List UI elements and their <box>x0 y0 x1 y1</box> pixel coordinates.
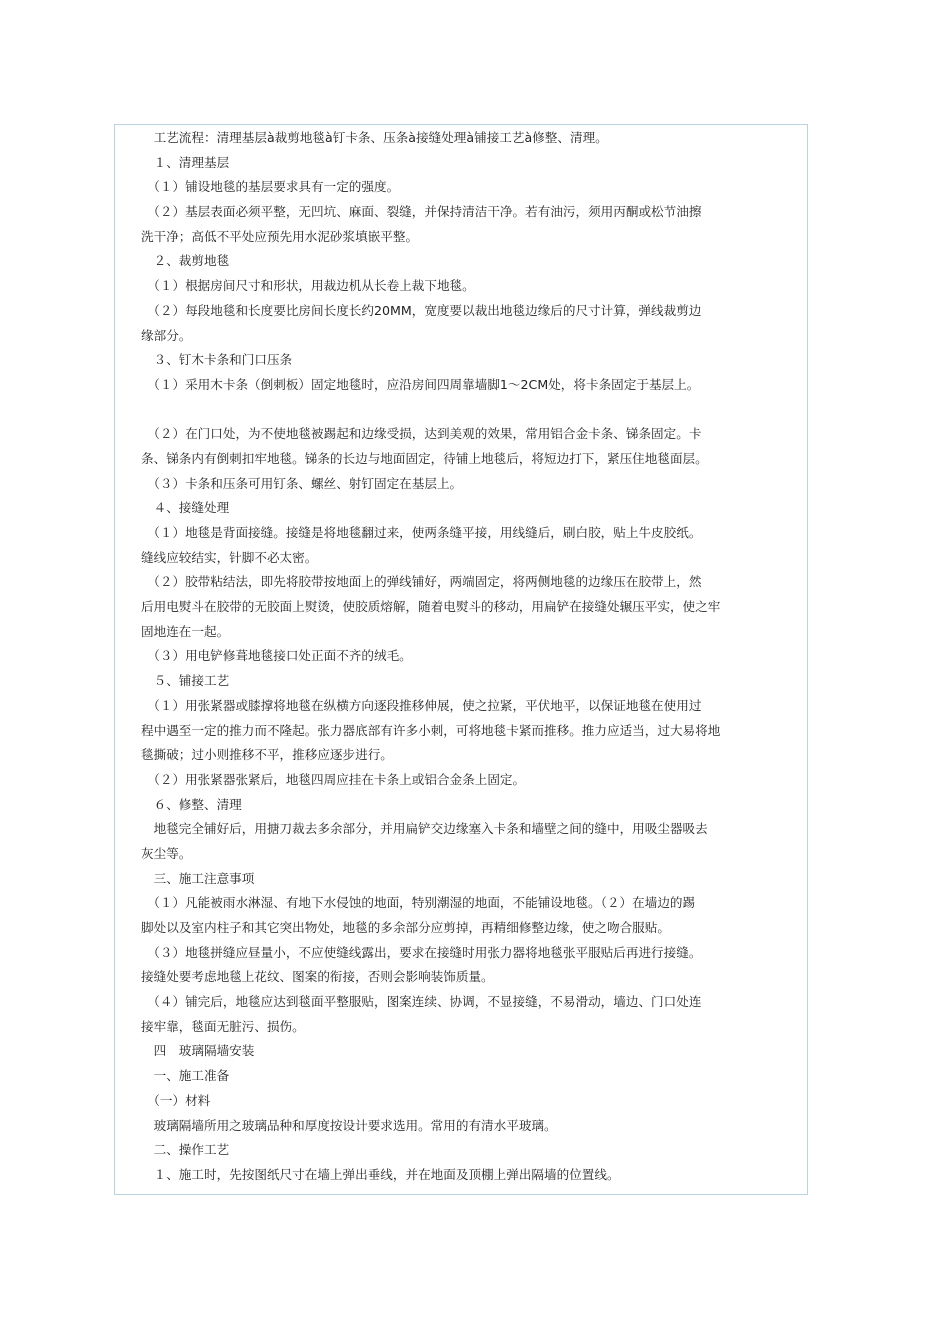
text-line: （３）地毯拼缝应昼量小，不应使缝线露出，要求在接缝时用张力器将地毯张平服贴后再进行接缝。 <box>141 944 702 960</box>
text-line: 接牢靠，毯面无脏污、损伤。 <box>141 1018 305 1034</box>
text-line: 玻璃隔墙所用之玻璃品种和厚度按设计要求选用。常用的有清水平玻璃。 <box>141 1117 557 1133</box>
text-line: １、清理基层 <box>141 154 230 170</box>
text-line: ４、接缝处理 <box>141 500 230 516</box>
text-line: （３）用电铲修葺地毯接口处正面不齐的绒毛。 <box>141 648 412 664</box>
text-line: （１）用张紧器或膝撑将地毯在纵横方向逐段推移伸展，使之拉紧，平伏地平，以保证地毯在使用过 <box>141 697 702 713</box>
text-line: （１）凡能被雨水淋湿、有地下水侵蚀的地面，特别潮湿的地面，不能铺设地毯。（２）在墙边的踢 <box>141 895 696 911</box>
text-line: 脚处以及室内柱子和其它突出物处，地毯的多余部分应剪掉，再精细修整边缘，使之吻合服贴。 <box>141 920 670 935</box>
text-line: 后用电熨斗在胶带的无胶面上熨烫，使胶质熔解，随着电熨斗的移动，用扁铲在接缝处辗压平实，使之牢 <box>141 599 721 615</box>
text-line: ６、修整、清理 <box>141 796 242 812</box>
text-line: 工艺流程：清理基层à裁剪地毯à钉卡条、压条à接缝处理à铺接工艺à修整、清理。 <box>141 130 608 145</box>
text-line: 洗干净；高低不平处应预先用水泥砂浆填嵌平整。 <box>141 228 419 244</box>
text-line: 二、操作工艺 <box>141 1142 230 1158</box>
text-line: ２、裁剪地毯 <box>141 253 230 269</box>
text-line: （２）胶带粘结法，即先将胶带按地面上的弹线铺好，两端固定，将两侧地毯的边缘压在胶带上，然 <box>141 574 702 590</box>
text-line: （２）用张紧器张紧后，地毯四周应挂在卡条上或铝合金条上固定。 <box>141 771 526 787</box>
text-line: 一、施工准备 <box>141 1068 230 1084</box>
text-line: 四 玻璃隔墙安装 <box>141 1043 255 1059</box>
text-line: （２）在门口处，为不使地毯被踢起和边缘受损，达到美观的效果，常用铝合金卡条、锑条固定。卡 <box>141 426 702 442</box>
text-line: 接缝处要考虑地毯上花纹、图案的衔接，否则会影响装饰质量。 <box>141 969 494 985</box>
text-line: 程中遇至一定的推力而不隆起。张力器底部有许多小刺，可将地毯卡紧而推移。推力应适当，过大易将地 <box>141 722 721 738</box>
text-line: 灰尘等。 <box>141 845 192 861</box>
text-line: 条、锑条内有倒刺扣牢地毯。锑条的长边与地面固定，待铺上地毯后，将短边打下，紧压住地毯面层。 <box>141 450 708 466</box>
text-line: （４）铺完后，地毯应达到毯面平整服贴，图案连续、协调，不显接缝，不易滑动，墙边、门口处连 <box>141 994 702 1010</box>
text-line <box>141 398 805 423</box>
text-line: （１）铺设地毯的基层要求具有一定的强度。 <box>141 179 400 195</box>
text-line: 缝线应较结实，针脚不必太密。 <box>141 549 318 565</box>
text-line: （３）卡条和压条可用钉条、螺丝、射钉固定在基层上。 <box>141 475 463 491</box>
text-line: 固地连在一起。 <box>141 623 230 639</box>
text-line: 三、施工注意事项 <box>141 870 255 886</box>
text-line: 毯撕破；过小则推移不平，推移应逐步进行。 <box>141 747 393 763</box>
text-line: （一）材料 <box>141 1092 211 1108</box>
text-line: ３、钉木卡条和门口压条 <box>141 352 293 368</box>
text-line: （１）地毯是背面接缝。接缝是将地毯翻过来，使两条缝平接，用线缝后，刷白胶，贴上牛皮胶纸。 <box>141 525 702 540</box>
text-line: （２）每段地毯和长度要比房间长度长约20MM，宽度要以裁出地毯边缘后的尺寸计算，弹线裁剪边 <box>141 302 702 318</box>
text-line: （２）基层表面必须平整，无凹坑、麻面、裂缝，并保持清洁干净。若有油污，须用丙酮或松节油擦 <box>141 204 702 220</box>
text-line: 缘部分。 <box>141 327 192 343</box>
text-line: （１）根据房间尺寸和形状，用裁边机从长卷上裁下地毯。 <box>141 278 475 294</box>
document-body <box>141 126 805 1188</box>
text-line: １、施工时，先按图纸尺寸在墙上弹出垂线，并在地面及顶棚上弹出隔墙的位置线。 <box>141 1166 620 1182</box>
text-line: （１）采用木卡条（倒刺板）固定地毯时，应沿房间四周靠墙脚1～2CM处，将卡条固定于基层上。 <box>141 376 700 392</box>
text-line: ５、铺接工艺 <box>141 673 230 689</box>
text-line: 地毯完全铺好后，用搪刀裁去多余部分，并用扁铲交边缘塞入卡条和墙壁之间的缝中，用吸尘器吸去 <box>141 821 708 837</box>
